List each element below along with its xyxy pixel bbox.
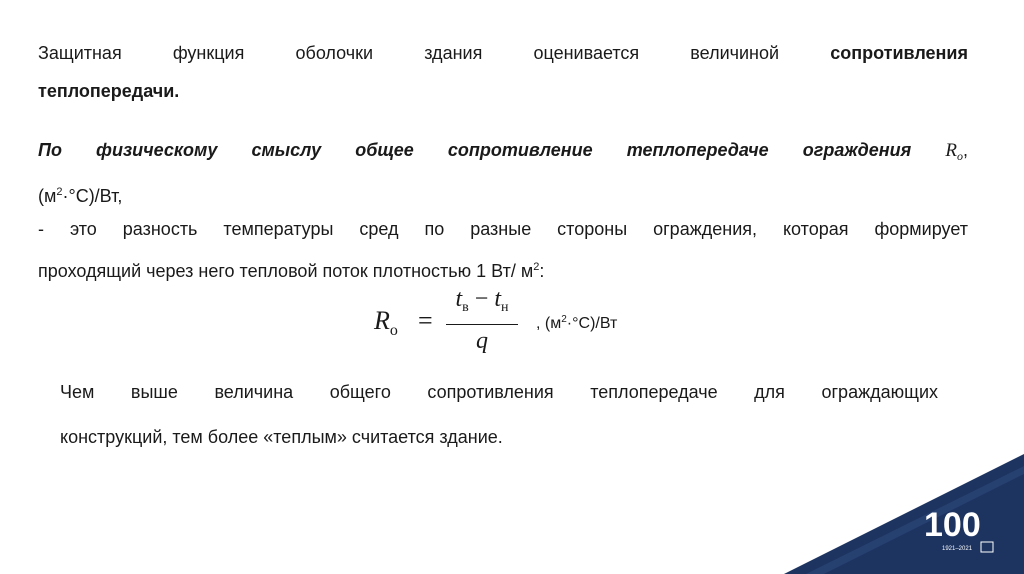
intro-paragraph	[38, 34, 968, 110]
explanation-line-2-sup: 2	[533, 261, 540, 273]
explanation-paragraph	[38, 210, 968, 290]
explanation-line-1: - это разность температуры сред по разные стороны ограждения, которая формирует	[38, 219, 968, 239]
definition-comma: ,	[962, 140, 968, 160]
intro-line-1	[38, 34, 968, 72]
formula-unit-open: , (м	[536, 315, 562, 332]
conclusion-line-2: конструкций, тем более «теплым» считается здание.	[60, 427, 503, 447]
definition-line-1	[38, 132, 968, 174]
formula-unit-rest: ·°С)/Вт	[566, 315, 618, 332]
conclusion-line-1: Чем выше величина общего сопротивления теплопередаче для ограждающих	[60, 382, 938, 402]
formula-t1-sub: в	[462, 300, 469, 315]
formula-t2: t	[494, 286, 501, 312]
intro-text: Защитная функция оболочки здания оценивается величиной	[38, 43, 780, 63]
explanation-line-2	[38, 261, 544, 281]
explanation-line-2-end: :	[539, 261, 545, 281]
formula-unit-sup: 2	[561, 314, 567, 325]
intro-bold-term-2: теплопередачи.	[38, 81, 180, 101]
definition-unit-sup: 2	[56, 186, 63, 198]
resistance-symbol-letter: R	[945, 140, 957, 161]
resistance-symbol	[945, 140, 963, 161]
intro-bold-term-1: сопротивления	[830, 43, 968, 63]
anniversary-years: 1921–2021	[942, 546, 973, 552]
corner-navy-swoosh	[784, 454, 1024, 574]
definition-paragraph	[38, 132, 968, 214]
formula-t2-sub: н	[501, 300, 509, 315]
anniversary-number: 100	[924, 506, 981, 544]
formula-numerator	[446, 286, 518, 316]
definition-unit-open: (м	[38, 186, 57, 206]
formula-lhs	[374, 306, 398, 340]
formula-unit	[536, 314, 617, 333]
formula-minus: −	[468, 286, 495, 312]
formula-lhs-sub: о	[389, 322, 398, 339]
definition-unit-rest: ·°С)/Вт,	[62, 186, 123, 206]
formula-denominator: q	[476, 328, 488, 354]
definition-italic-text: По физическому смыслу общее сопротивление теплопередаче ограждения	[38, 140, 912, 160]
formula-t1: t	[455, 286, 463, 312]
anniversary-corner-logo	[784, 444, 1024, 574]
formula-fraction-bar	[446, 324, 518, 325]
resistance-symbol-sub: о	[956, 149, 963, 163]
formula-equals: =	[418, 306, 433, 335]
definition-unit	[38, 186, 122, 206]
explanation-line-2-text: проходящий через него тепловой поток плотностью 1 Вт/ м	[38, 261, 534, 281]
formula-lhs-symbol: R	[374, 306, 390, 335]
